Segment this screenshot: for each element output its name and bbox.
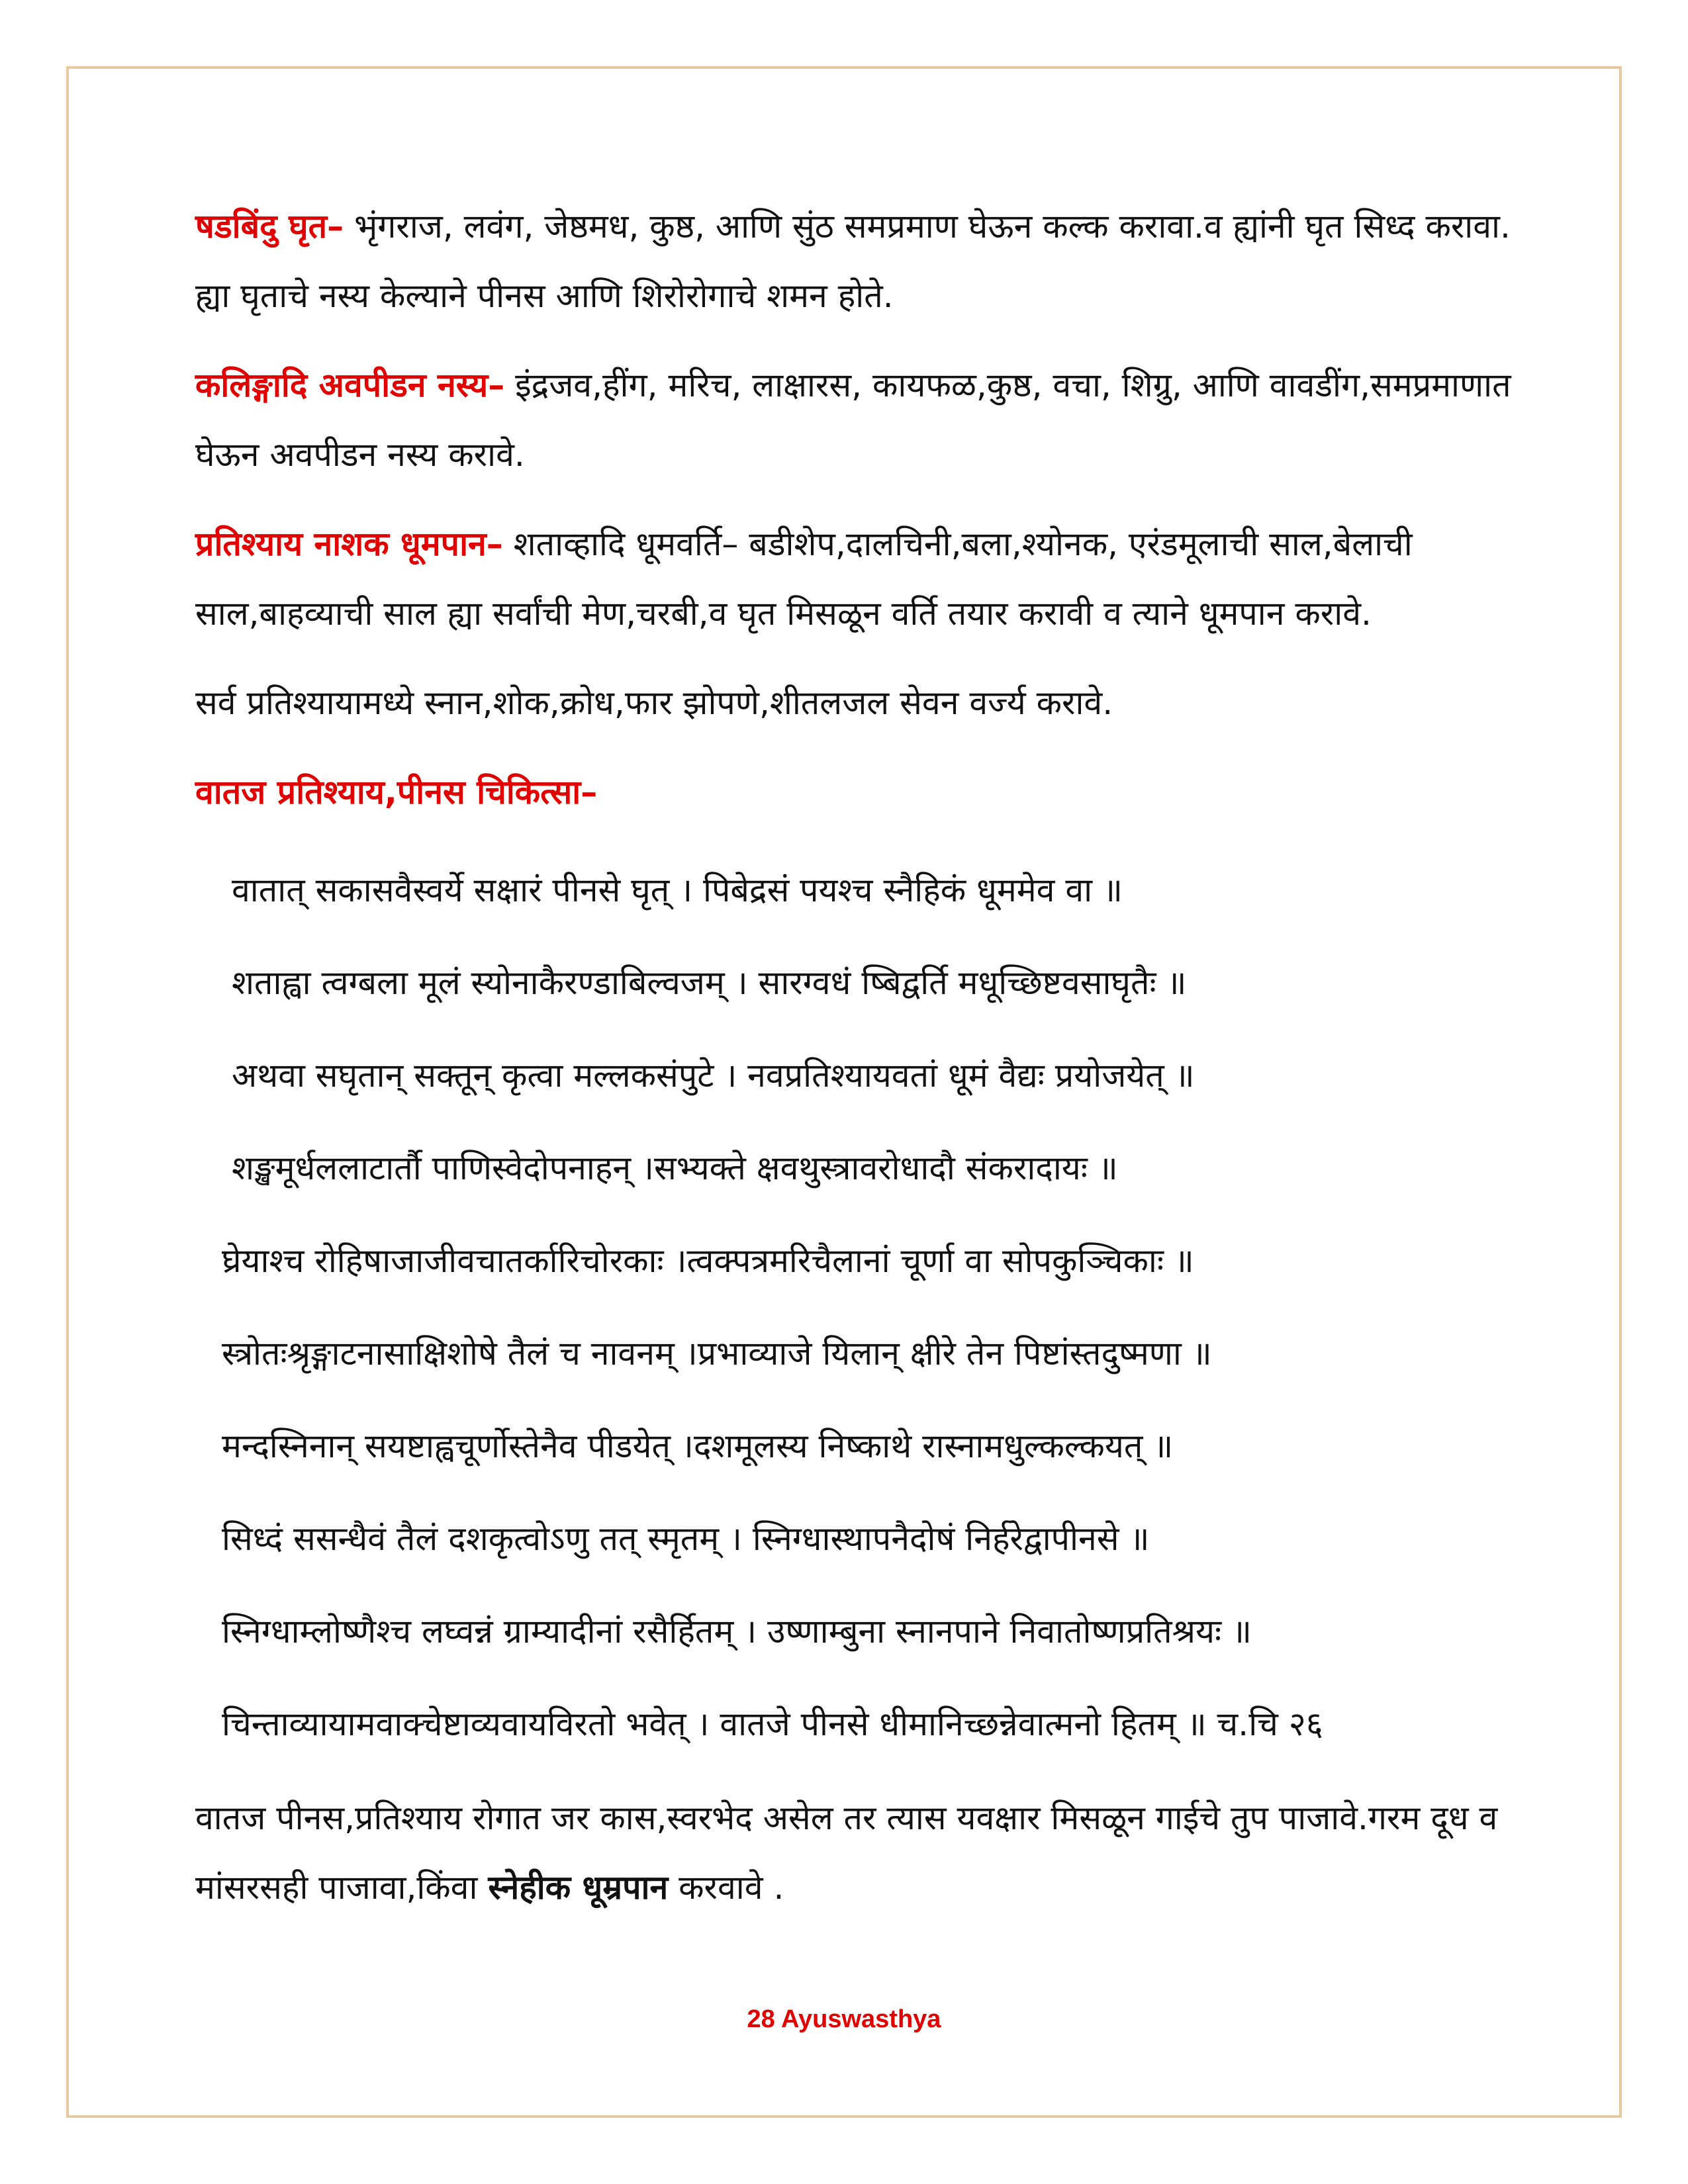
page-footer: 28 Ayuswasthya [747, 2005, 941, 2033]
section-heading: वातज प्रतिश्याय,पीनस चिकित्सा– [195, 773, 598, 811]
verse-line: स्निग्धाम्लोष्णैश्च लघ्वन्नं ग्राम्यादीनां रसैर्हितम् । उष्णाम्बुना स्नानपाने निवातोष्णप्रतिश्रयः ॥ [222, 1612, 1252, 1651]
paragraph-kalingadi-nasya [195, 351, 1519, 490]
closing-text-end: करवावे . [668, 1868, 784, 1907]
heading-shadbindu-ghrita: षडबिंदु घृत– [195, 207, 344, 246]
paragraph-shadbindu-ghrita [195, 192, 1519, 331]
verse-line: अथवा सघृतान् सक्तून् कृत्वा मल्लकसंपुटे । नवप्रतिश्यायवतां धूमं वैद्यः प्रयोजयेत् ॥ [232, 1056, 1195, 1095]
closing-text: वातज पीनस,प्रतिश्याय रोगात जर कास,स्वरभेद असेल तर त्यास यवक्षार मिसळून गाईचे तुप पाजावे.गरम दूध व मांसरसही पाजावा,किंवा [195, 1799, 1498, 1907]
verse-line: शताह्वा त्वग्बला मूलं स्योनाकैरण्डाबिल्वजम् । सारग्वधं ष्बिद्वर्ति मधूच्छिष्टवसाघृतैः ॥ [232, 964, 1187, 1002]
heading-dhoomapan: प्रतिश्याय नाशक धूमपान– [195, 525, 503, 563]
closing-paragraph [195, 1784, 1519, 1923]
verse-line: चिन्ताव्यायामवाक्चेष्टाव्यवायविरतो भवेत् । वातजे पीनसे धीमानिच्छन्नेवात्मनो हितम् ॥ च.चि २६ [222, 1705, 1323, 1743]
closing-bold-term: स्नेहीक धूम्रपान [488, 1868, 669, 1907]
page-content [195, 192, 1519, 1923]
verse-line: शङ्खमूर्धललाटार्तौ पाणिस्वेदोपनाहन् ।सभ्यक्ते क्षवथुस्त्रावरोधादौ संकरादायः ॥ [232, 1149, 1118, 1187]
verse-line: वातात् सकासवैस्वर्ये सक्षारं पीनसे घृत् । पिबेद्रसं पयश्च स्नैहिकं धूममेव वा ॥ [232, 871, 1123, 909]
paragraph-dhoomapan [195, 510, 1519, 649]
verse-block [195, 844, 1519, 1770]
verse-line: सिध्दं ससन्धैवं तैलं दशकृत्वोऽणु तत् स्मृतम् । स्निग्धास्थापनैदोषं निर्हरेद्वापीनसे ॥ [222, 1520, 1150, 1558]
paragraph-text: भृंगराज, लवंग, जेष्ठमध, कुष्ठ, आणि सुंठ समप्रमाण घेऊन कल्क करावा.व ह्यांनी घृत सिध्द करावा. ह्या घृताचे नस्य केल्याने पीनस आणि शिरोरोगाचे शमन होते. [195, 207, 1511, 315]
verse-line: घ्रेयाश्च रोहिषाजाजीवचातर्कारिचोरकाः ।त्वक्पत्रमरिचैलानां चूर्णा वा सोपकुञ्चिकाः ॥ [222, 1242, 1194, 1280]
verse-line: स्त्रोतःश्रृङ्गाटनासाक्षिशोषे तैलं च नावनम् ।प्रभाव्याजे यिलान् क्षीरे तेन पिष्टांस्तदुष्मणा ॥ [222, 1334, 1212, 1373]
heading-kalingadi-nasya: कलिङ्गादि अवपीडन नस्य– [195, 366, 505, 404]
paragraph-text: शताव्हादि धूमवर्ति– बडीशेप,दालचिनी,बला,श्योनक, एरंडमूलाची साल,बेलाची साल,बाहव्याची साल ह्या सर्वांची मेण,चरबी,व घृत मिसळून वर्ति तयार करावी व त्याने धूमपान करावे. [195, 525, 1413, 633]
paragraph-text: इंद्रजव,हींग, मरिच, लाक्षारस, कायफळ,कुष्ठ, वचा, शिग्रु, आणि वावडींग,समप्रमाणात घेऊन अवपीडन नस्य करावे. [195, 366, 1511, 474]
general-note: सर्व प्रतिश्यायामध्ये स्नान,शोक,क्रोध,फार झोपणे,शीतलजल सेवन वर्ज्य करावे. [195, 684, 1113, 722]
verse-line: मन्दस्निनान् सयष्टाह्वचूर्णोस्तेनैव पीडयेत् ।दशमूलस्य निष्काथे रास्नामधुल्कल्कयत् ॥ [222, 1427, 1174, 1465]
